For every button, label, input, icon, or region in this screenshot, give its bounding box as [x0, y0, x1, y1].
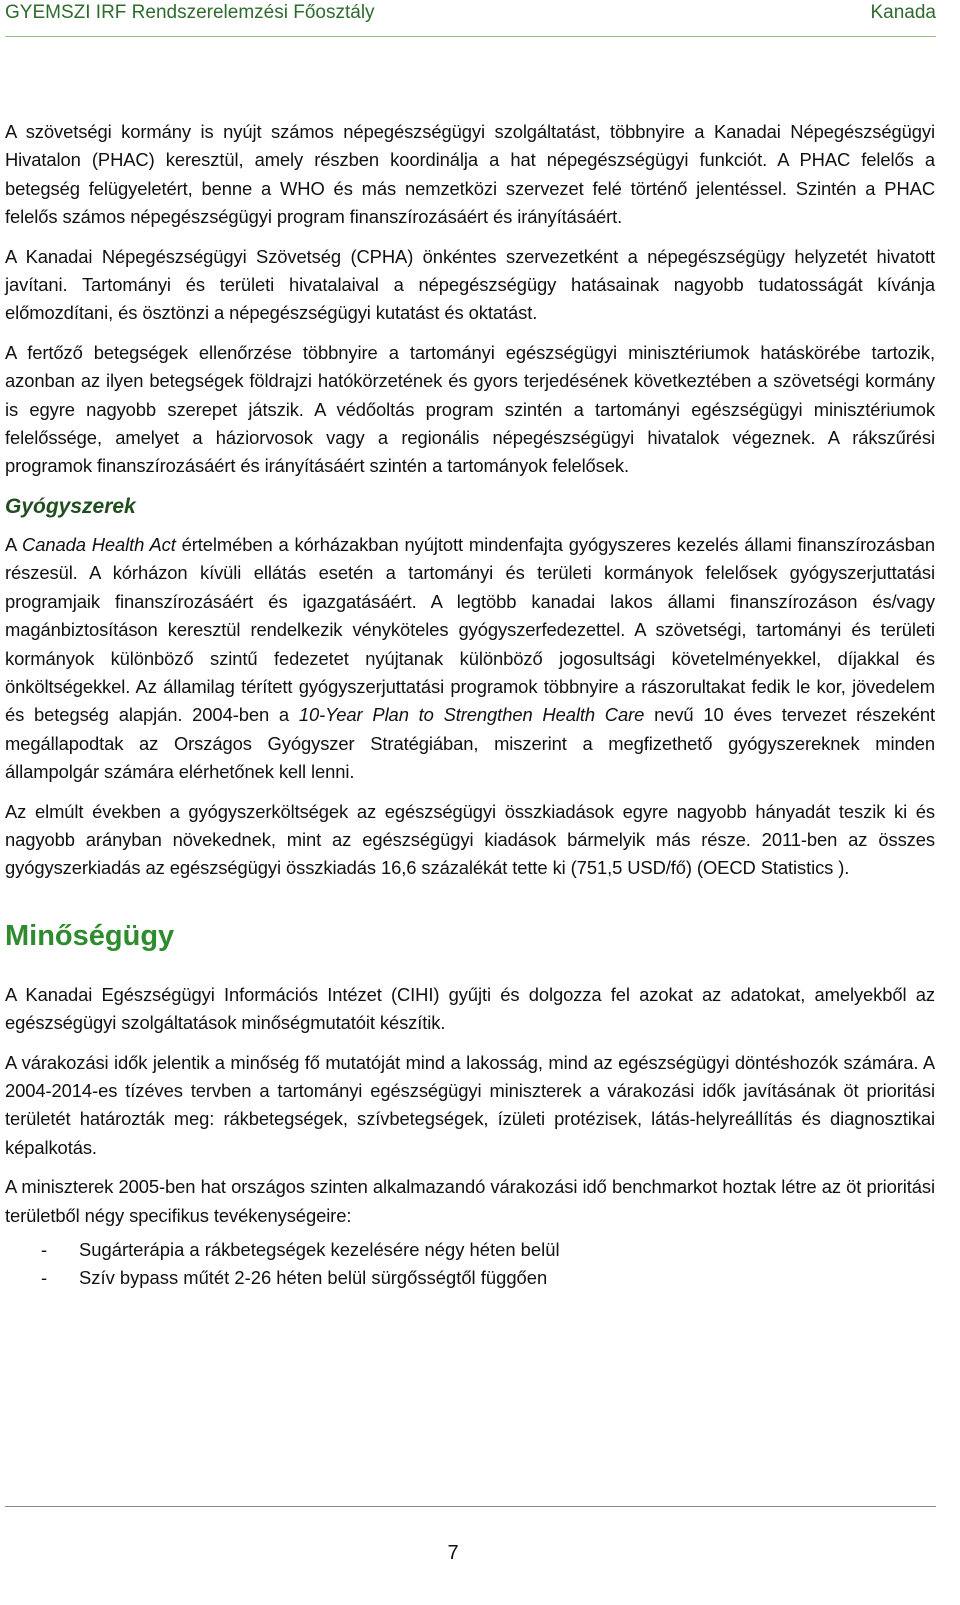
section-heading-quality: Minőségügy — [5, 919, 175, 952]
paragraph-infectious-diseases: A fertőző betegségek ellenőrzése többnyire a tartományi egészségügyi minisztériumok hatáskörébe tartozik, azonban az ilyen betegségek földrajzi hatókörzetének és gyors terjedésének következtében a szövetségi kormány is egyre nagyobb szerepet játszik. A védőoltás program szintén a tartományi egészségügyi minisztériumok felelőssége, amelyet a háziorvosok vagy a regionális népegészségügyi hivatalok végeznek. A rákszűrési programok finanszírozásáért és irányításáért szintén a tartományok felelősek. — [5, 341, 935, 477]
paragraph-drug-coverage — [5, 531, 935, 787]
benchmark-list — [5, 1236, 935, 1292]
section-heading-drugs: Gyógyszerek — [5, 494, 136, 518]
header-country: Kanada — [870, 2, 936, 23]
header-divider — [5, 36, 936, 37]
plan-name: 10-Year Plan to Strengthen Health Care — [298, 704, 645, 726]
paragraph-drug-costs: Az elmúlt években a gyógyszerköltségek az egészségügyi összkiadások egyre nagyobb hányadát teszik ki és nagyobb arányban növekednek, mint az egészségügyi kiadások bármelyik más része. 2011-ben az összes gyógyszerkiadás az egészségügyi összkiadás 16,6 százalékát tette ki (751,5 USD/fő) (OECD Statistics ). — [5, 800, 935, 879]
paragraph-benchmarks: A miniszterek 2005-ben hat országos szinten alkalmazandó várakozási idő benchmarkot hoztak létre az öt prioritási területből négy specifikus tevékenységeire: — [5, 1176, 935, 1226]
act-name: Canada Health Act — [22, 533, 176, 555]
header-organization: GYEMSZI IRF Rendszerelemzési Főosztály — [5, 2, 375, 23]
footer-divider — [5, 1506, 936, 1507]
text-run: A — [5, 533, 23, 555]
paragraph-waiting-times: A várakozási idők jelentik a minőség fő mutatóját mind a lakosság, mind az egészségügyi döntéshozók számára. A 2004-2014-es tízéves tervben a tartományi egészségügyi miniszterek a várakozási idők javításának öt prioritási területét határozták meg: rákbetegségek, szívbetegségek, ízületi protézisek, látás-helyreállítás és diagnosztikai képalkotás. — [5, 1051, 935, 1158]
list-item-text: Sugárterápia a rákbetegségek kezelésére négy héten belül — [79, 1239, 560, 1260]
document-body — [5, 118, 935, 1292]
list-dash: - — [41, 1239, 48, 1260]
paragraph-cpha: A Kanadai Népegészségügyi Szövetség (CPHA) önkéntes szervezetként a népegészségügy helyzetét hivatott javítani. Tartományi és területi hivatalaival a népegészségügy hatásainak nagyobb tudatosságát kívánja előmozdítani, és ösztönzi a népegészségügyi kutatást és oktatást. — [5, 245, 935, 324]
text-run: értelmében a kórházakban nyújtott mindenfajta gyógyszeres kezelés állami finanszírozásban részesül. A kórházon kívüli ellátás esetén a tartományi és területi kormányok felelősek gyógyszerjuttatási programjaik finanszírozásáért és igazgatásáért. A legtöbb kanadai lakos állami finanszírozáson és/vagy magánbiztosításon keresztül rendelkezik vényköteles gyógyszerfedezettel. A szövetségi, tartományi és területi kormányok különböző szintű fedezetet nyújtanak különböző jogosultsági követelményekkel, díjakkal és önköltségekkel. Az államilag térített gyógyszerjuttatási programok többnyire a rászorultakat fedik le kor, jövedelem és betegség alapján. 2004-ben a — [5, 533, 935, 726]
list-item — [5, 1264, 935, 1292]
list-item-text: Szív bypass műtét 2-26 héten belül sürgősségtől függően — [79, 1267, 548, 1288]
list-item — [5, 1236, 935, 1264]
text-run: nevű 10 éves tervezet részeként megállapodtak az Országos Gyógyszer Stratégiában, miszerint a megfizethető gyógyszereknek minden állampolgár számára elérhetőnek kell lenni. — [5, 704, 935, 783]
page-header — [5, 0, 936, 26]
page-number: 7 — [447, 1542, 459, 1564]
list-dash: - — [41, 1267, 48, 1288]
paragraph-cihi: A Kanadai Egészségügyi Információs Intézet (CIHI) gyűjti és dolgozza fel azokat az adatokat, amelyekből az egészségügyi szolgáltatások minőségmutatóit készítik. — [5, 983, 935, 1034]
paragraph-phac: A szövetségi kormány is nyújt számos népegészségügyi szolgáltatást, többnyire a Kanadai Népegészségügyi Hivatalon (PHAC) keresztül, amely részben koordinálja a hat népegészségügyi funkciót. A PHAC felelős a betegség felügyeletért, benne a WHO és más nemzetközi szervezet felé történő jelentéssel. Szintén a PHAC felelős számos népegészségügyi program finanszírozásáért és irányításáért. — [5, 121, 935, 228]
